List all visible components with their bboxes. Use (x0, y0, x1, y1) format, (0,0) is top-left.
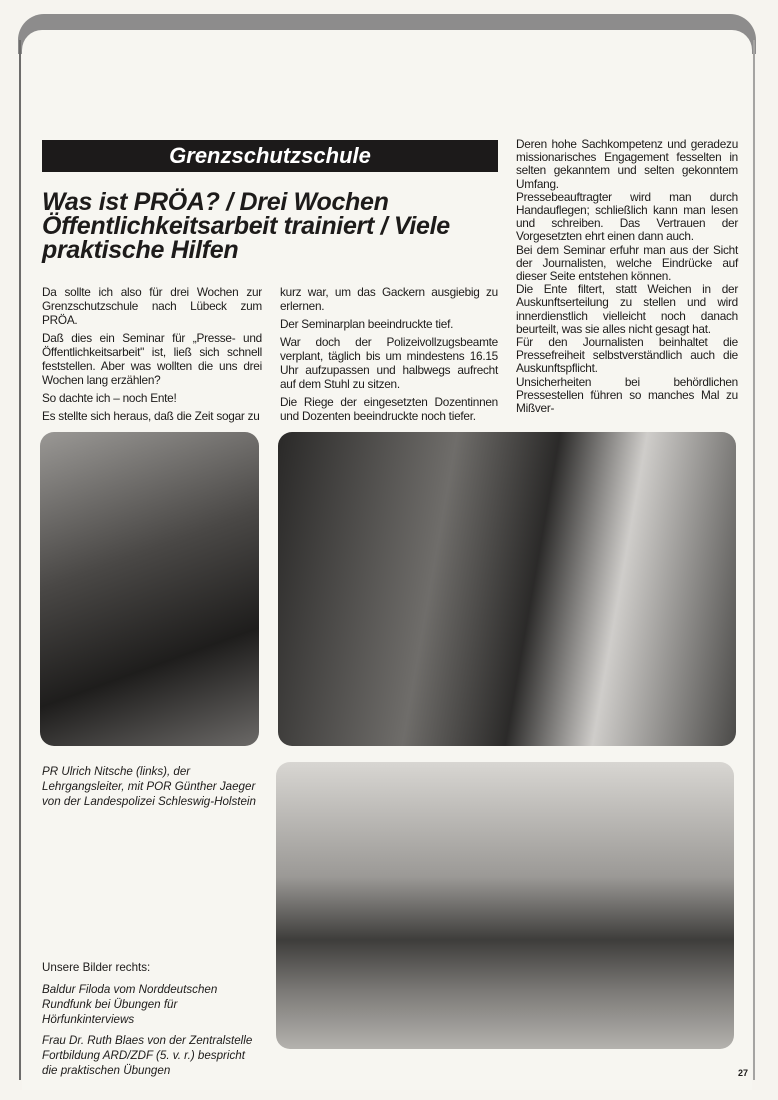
caption-right-1: Baldur Filoda vom Norddeutschen Rundfunk bei Übungen für Hörfunkinterviews (42, 983, 218, 1026)
photo-two-officers (40, 432, 259, 746)
caption-right-2: Frau Dr. Ruth Blaes von der Zentralstelle Fortbildung ARD/ZDF (5. v. r.) bespricht die praktischen Übungen (42, 1034, 253, 1077)
paragraph: War doch der Polizeivollzugsbeamte verplant, täglich bis um mindestens 16.15 Uhr aufzupassen und halbwegs aufrecht auf dem Stuhl zu sitzen. (280, 335, 498, 391)
article-column-2 (280, 285, 498, 427)
left-border-rule (19, 40, 21, 1080)
photo-radio-interview (278, 432, 736, 746)
caption-left-photo: PR Ulrich Nitsche (links), der Lehrgangsleiter, mit POR Günther Jaeger von der Landespolizei Schleswig-Holstein (42, 765, 256, 808)
paragraph: Daß dies ein Seminar für „Presse- und Öffentlichkeitsarbeit" ist, ließ sich schnell feststellen. Aber was wollten die uns drei Wochen lang erzählen? (42, 331, 262, 387)
page-number: 27 (738, 1068, 749, 1078)
paragraph: Da sollte ich also für drei Wochen zur Grenzschutzschule nach Lübeck zum PRÖA. (42, 285, 262, 327)
paragraph: kurz war, um das Gackern ausgiebig zu erlernen. (280, 285, 498, 313)
paragraph: So dachte ich – noch Ente! (42, 391, 177, 405)
paragraph: Die Riege der eingesetzten Dozentinnen und Dozenten beeindruckte noch tiefer. (280, 395, 498, 423)
caption-right-heading: Unsere Bilder rechts: (42, 961, 151, 974)
article-column-1 (42, 285, 262, 427)
photo-seminar-room (276, 762, 734, 1049)
paragraph: Pressebeauftragter wird man durch Handauflegen; schließlich kann man lesen und schreiben. Das Vertrauen der Vorgesetzten ehrt einen dann auch. (516, 189, 738, 244)
paragraph: Die Ente filtert, statt Weichen in der Auskunftserteilung zu stellen und wird innerdienstlich vielleicht noch danach beurteilt, was sie alles nicht gesagt hat. (516, 282, 738, 336)
paragraph: Bei dem Seminar erfuhr man aus der Sicht der Journalisten, welche Eindrücke auf dieser Seite entstehen können. (516, 242, 738, 284)
article-column-3 (516, 138, 738, 415)
paragraph: Deren hohe Sachkompetenz und geradezu missionarisches Engagement fesselten in selten gekanntem und selten gekonntem Umfang. (516, 137, 738, 191)
article-headline: Was ist PRÖA? / Drei Wochen Öffentlichkeitsarbeit trainiert / Viele praktische Hilfen (42, 188, 450, 264)
paragraph: Unsicherheiten bei behördlichen Pressestellen führen so manches Mal zu Mißver- (516, 374, 738, 416)
section-banner: Grenzschutzschule (42, 140, 498, 172)
paragraph: Für den Journalisten beinhaltet die Pressefreiheit selbstverständlich auch die Auskunftspflicht. (516, 335, 738, 376)
paragraph: Der Seminarplan beeindruckte tief. (280, 317, 454, 331)
right-border-rule (753, 40, 755, 1080)
paragraph: Es stellte sich heraus, daß die Zeit sogar zu (42, 409, 260, 423)
